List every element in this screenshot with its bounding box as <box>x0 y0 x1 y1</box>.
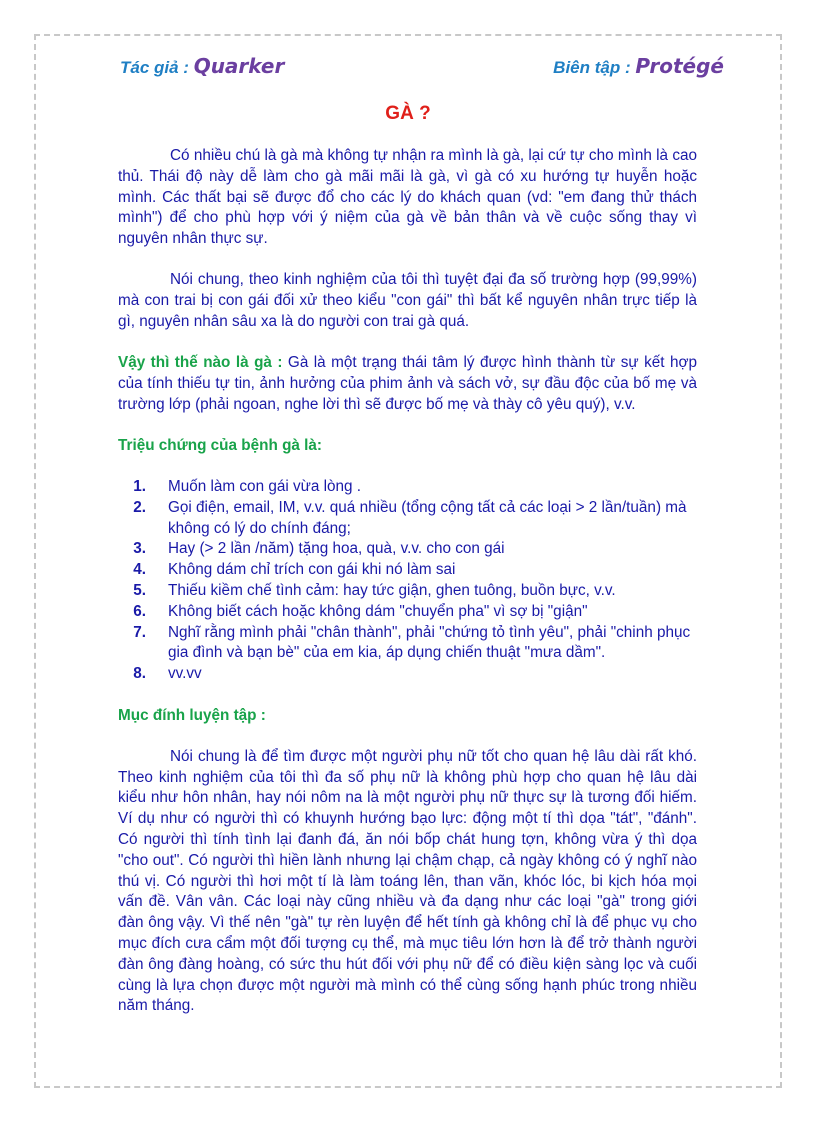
list-item-text: Hay (> 2 lần /năm) tặng hoa, quà, v.v. cho con gái <box>168 540 505 558</box>
list-item-number: 5. <box>133 582 146 600</box>
list-item-text: Muốn làm con gái vừa lòng . <box>168 478 362 496</box>
page-title: GÀ ? <box>385 103 431 124</box>
list-item <box>118 581 697 602</box>
document-body <box>118 146 697 1038</box>
definition-heading: Vậy thì thế nào là gà : <box>118 354 288 372</box>
intro-paragraph-2: Nói chung, theo kinh nghiệm của tôi thì tuyệt đại đa số trường hợp (99,99%) mà con trai bị con gái đối xử theo kiểu "con gái" thì bất kể nguyên nhân trực tiếp là gì, nguyên nhân sâu xa là do người con trai gà quá. <box>118 271 697 331</box>
symptoms-list <box>118 477 697 685</box>
purpose-paragraph: Nói chung là để tìm được một người phụ nữ tốt cho quan hệ lâu dài rất khó. Theo kinh nghiệm của tôi thì đa số phụ nữ là không phù hợp cho quan hệ lâu dài kiểu như hôn nhân, hay nói nôm na là một người phụ nữ thực sự là tương đối hiếm. Ví dụ như có người thì có khuynh hướng bạo lực: động một tí thì dọa "tát", "đánh". Có người thì tính tình lại đanh đá, ăn nói bốp chát hung tợn, không vừa ý thì dọa "cho out". Có người thì hiền lành nhưng lại chậm chạp, cả ngày không có ý nghĩ nào thú vị. Có người thì hơi một tí là làm toáng lên, than vãn, khóc lóc, bi kịch hóa mọi vấn đề. Vân vân. Các loại này cũng nhiều và đa dạng như các loại "gà" trong giới đàn ông vậy. Vì thế nên "gà" tự rèn luyện để hết tính gà không chỉ là để phục vụ cho mục đích cưa cẩm một đối tượng cụ thể, mà mục tiêu lớn hơn là để trở thành người đàn ông đàng hoàng, có sức thu hút đối với phụ nữ để có điều kiện sàng lọc và cuối cùng là lựa chọn được một người mà mình có thể cùng sống hạnh phúc trong nhiều năm tháng. <box>118 747 697 1015</box>
list-item <box>118 539 697 560</box>
list-item <box>118 477 697 498</box>
list-item-text: Nghĩ rằng mình phải "chân thành", phải "chứng tỏ tình yêu", phải "chinh phục gia đình và bạn bè" của em kia, áp dụng chiến thuật "mưa dầm". <box>168 623 691 662</box>
list-item <box>118 602 697 623</box>
editor-credit <box>553 54 724 78</box>
definition-paragraph <box>118 353 697 415</box>
editor-label: Biên tập : <box>553 58 636 77</box>
author-credit <box>120 54 284 78</box>
header-row <box>120 54 724 84</box>
list-item-number: 6. <box>133 602 146 620</box>
list-item <box>118 498 697 540</box>
list-item-number: 3. <box>133 540 146 558</box>
list-item-text: vv.vv <box>168 665 202 683</box>
symptoms-heading: Triệu chứng của bệnh gà là: <box>118 437 323 455</box>
list-item-text: Gọi điện, email, IM, v.v. quá nhiều (tổng cộng tất cả các loại > 2 lần/tuần) mà không có lý do chính đáng; <box>168 498 687 537</box>
editor-name: Protégé <box>635 54 724 78</box>
intro-paragraph-1: Có nhiều chú là gà mà không tự nhận ra mình là gà, lại cứ tự cho mình là cao thủ. Thái độ này dễ làm cho gà mãi mãi là gà, vì gà có xu hướng tự huyễn hoặc mình. Các thất bại sẽ được đổ cho các lý do khách quan (vd: "em đang thử thách mình") để cho phù hợp với ý niệm của gà về bản thân và về cuộc sống thay vì nguyên nhân thực sự. <box>118 147 697 248</box>
list-item <box>118 623 697 665</box>
author-label: Tác giả : <box>120 58 194 77</box>
list-item-number: 1. <box>133 478 146 496</box>
list-item-number: 2. <box>133 498 146 516</box>
author-name: Quarker <box>193 54 285 78</box>
list-item-text: Không dám chỉ trích con gái khi nó làm sai <box>168 561 456 579</box>
definition-text: Gà là một trạng thái tâm lý được hình thành từ sự kết hợp của tính thiếu tự tin, ảnh hưởng của phim ảnh và sách vở, sự đầu độc của bố mẹ và trường lớp (phải ngoan, nghe lời thì sẽ được bố mẹ và thày cô yêu quý), v.v. <box>118 354 697 413</box>
list-item-number: 8. <box>133 665 146 683</box>
list-item-text: Không biết cách hoặc không dám "chuyển pha" vì sợ bị "giận" <box>168 602 588 620</box>
list-item-number: 7. <box>133 623 146 641</box>
purpose-heading: Mục đính luyện tập : <box>118 707 266 725</box>
list-item-number: 4. <box>133 561 146 579</box>
list-item <box>118 560 697 581</box>
list-item <box>118 664 697 685</box>
list-item-text: Thiếu kiềm chế tình cảm: hay tức giận, ghen tuông, buồn bực, v.v. <box>168 582 616 600</box>
